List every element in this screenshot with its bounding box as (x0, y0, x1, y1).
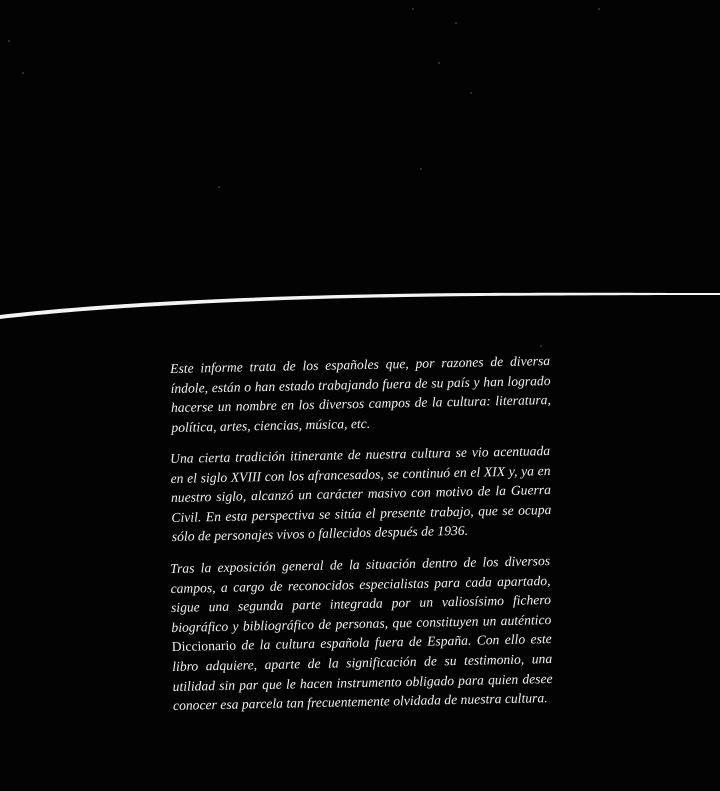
blurb-paragraph-1: Este informe trata de los españoles que, por razones de diversa índole, están o han estado trabajando fuera de su país y han logrado hacerse un nombre en los diversos campos de la cultura: literatura, política, artes, ciencias, música, etc. (170, 353, 552, 435)
dust-speck (412, 8, 414, 10)
blurb-paragraph-3 (170, 551, 553, 716)
dust-speck (540, 345, 542, 347)
paragraph-3-start: Tras la exposición general de la situación dentro de los diversos campos, a cargo de reconocidos especialistas para cada apartado, sigue una segunda parte integrada por un valiosísimo fichero biográfico y bibliográfico de personas, que constituyen un auténtico (170, 553, 552, 636)
dust-speck (470, 92, 472, 94)
blurb-paragraph-2: Una cierta tradición itinerante de nuestra cultura se vio acentuada en el siglo XVIII con los afrancesados, se continuó en el XIX y, ya en nuestro siglo, alcanzó un carácter masivo con motivo de la Guerra Civil. En esta perspectiva se sitúa el presente trabajo, que se ocupa sólo de personajes vivos o fallecidos después de 1936. (170, 443, 552, 545)
dust-speck (438, 62, 440, 64)
dust-speck (455, 22, 457, 24)
dust-speck (420, 168, 422, 170)
paragraph-3-end: de la cultura española fuera de España. Con ello este libro adquiere, aparte de la significación de su testimonio, una utilidad sin par que le hacen instrumento obligado para quien desee conocer esa parcela tan frecuentemente olvidada de nuestra cultura. (172, 631, 553, 714)
dust-speck (218, 186, 220, 188)
blurb-text (170, 353, 553, 728)
dictionary-word: Diccionario (171, 638, 237, 655)
dust-speck (8, 40, 10, 42)
dust-speck (598, 8, 600, 10)
dust-speck (22, 72, 24, 74)
curved-divider-line (0, 284, 720, 324)
